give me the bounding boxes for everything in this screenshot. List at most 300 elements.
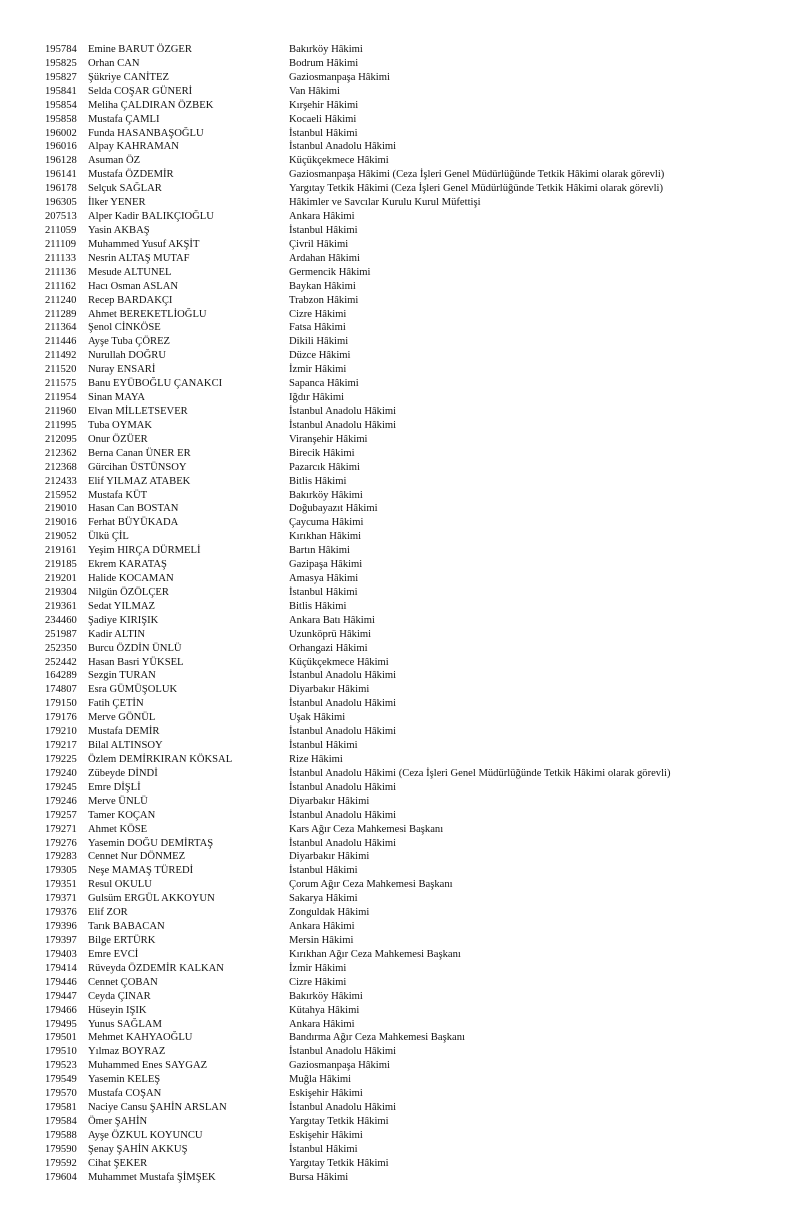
person-name: Ceyda ÇINAR bbox=[88, 990, 151, 1002]
person-name: Tamer KOÇAN bbox=[88, 809, 156, 821]
position-title: İstanbul Anadolu Hâkimi bbox=[289, 726, 397, 738]
sicil-number: 179245 bbox=[45, 781, 77, 793]
sicil-number: 179403 bbox=[45, 948, 77, 960]
list-row bbox=[0, 683, 798, 697]
position-title: Gaziosmanpaşa Hâkimi bbox=[289, 71, 390, 83]
person-name: Berna Canan ÜNER ER bbox=[88, 447, 191, 459]
position-title: Mersin Hâkimi bbox=[289, 935, 354, 946]
position-title: Bitlis Hâkimi bbox=[289, 475, 347, 487]
sicil-number: 219185 bbox=[45, 559, 77, 571]
person-name: Emre DİŞLİ bbox=[88, 781, 141, 793]
person-name: Mustafa KÜT bbox=[88, 489, 148, 501]
person-name: Elif YILMAZ ATABEK bbox=[88, 475, 191, 487]
position-title: Çaycuma Hâkimi bbox=[289, 517, 364, 529]
person-name: Kadir ALTIN bbox=[88, 628, 145, 640]
person-name: Alpay KAHRAMAN bbox=[88, 141, 179, 153]
list-row bbox=[0, 252, 798, 266]
list-row bbox=[0, 823, 798, 837]
person-name: Özlem DEMİRKIRAN KÖKSAL bbox=[88, 754, 233, 766]
list-row bbox=[0, 669, 798, 683]
position-title: İzmir Hâkimi bbox=[289, 364, 347, 376]
sicil-number: 219304 bbox=[45, 586, 77, 598]
sicil-number: 196141 bbox=[45, 169, 77, 181]
list-row bbox=[0, 948, 798, 962]
sicil-number: 215952 bbox=[45, 489, 77, 501]
sicil-number: 211162 bbox=[45, 280, 76, 292]
list-row bbox=[0, 140, 798, 154]
person-name: Banu EYÜBOĞLU ÇANAKCI bbox=[88, 378, 223, 390]
person-name: Şenay ŞAHİN AKKUŞ bbox=[88, 1143, 188, 1155]
person-name: Funda HASANBAŞOĞLU bbox=[88, 127, 204, 139]
list-row bbox=[0, 1018, 798, 1032]
sicil-number: 211133 bbox=[45, 252, 76, 264]
position-title: Fatsa Hâkimi bbox=[289, 322, 346, 334]
position-title: Bandırma Ağır Ceza Mahkemesi Başkanı bbox=[289, 1032, 465, 1044]
sicil-number: 211136 bbox=[45, 266, 76, 278]
sicil-number: 251987 bbox=[45, 628, 77, 640]
list-row bbox=[0, 1087, 798, 1101]
person-name: Sezgin TURAN bbox=[88, 670, 156, 682]
person-name: Ekrem KARATAŞ bbox=[88, 559, 167, 571]
position-title: Kocaeli Hâkimi bbox=[289, 113, 357, 125]
position-title: Yargıtay Tetkik Hâkimi bbox=[289, 1157, 389, 1169]
list-row bbox=[0, 196, 798, 210]
person-name: Yunus SAĞLAM bbox=[88, 1018, 162, 1030]
sicil-number: 196178 bbox=[45, 183, 77, 195]
person-name: Esra GÜMÜŞOLUK bbox=[88, 684, 178, 696]
list-row bbox=[0, 837, 798, 851]
position-title: İstanbul Anadolu Hâkimi bbox=[289, 405, 397, 417]
person-name: Naciye Cansu ŞAHİN ARSLAN bbox=[88, 1102, 227, 1114]
person-name: Merve ÜNLÜ bbox=[88, 795, 148, 807]
sicil-number: 207513 bbox=[45, 211, 77, 223]
person-name: Hüseyin IŞIK bbox=[88, 1004, 147, 1016]
person-name: Orhan CAN bbox=[88, 57, 140, 69]
sicil-number: 211289 bbox=[45, 308, 77, 320]
person-name: Muhammed Yusuf AKŞİT bbox=[88, 238, 200, 250]
position-title: İzmir Hâkimi bbox=[289, 962, 347, 974]
person-name: Ayşe ÖZKUL KOYUNCU bbox=[88, 1129, 203, 1141]
list-row bbox=[0, 57, 798, 71]
position-title: Ankara Hâkimi bbox=[289, 211, 355, 223]
list-row bbox=[0, 697, 798, 711]
list-row bbox=[0, 962, 798, 976]
sicil-number: 196016 bbox=[45, 141, 77, 153]
sicil-number: 212433 bbox=[45, 475, 77, 487]
list-row bbox=[0, 753, 798, 767]
list-row bbox=[0, 335, 798, 349]
list-row bbox=[0, 530, 798, 544]
list-row bbox=[0, 1059, 798, 1073]
position-title: Cizre Hâkimi bbox=[289, 976, 347, 988]
sicil-number: 211575 bbox=[45, 378, 77, 390]
list-row bbox=[0, 1129, 798, 1143]
personnel-list bbox=[0, 43, 798, 1185]
list-row bbox=[0, 1045, 798, 1059]
person-name: Tarık BABACAN bbox=[88, 921, 165, 933]
position-title: Bodrum Hâkimi bbox=[289, 57, 359, 69]
sicil-number: 179590 bbox=[45, 1143, 77, 1155]
list-row bbox=[0, 976, 798, 990]
sicil-number: 211059 bbox=[45, 224, 77, 236]
position-title: İstanbul Anadolu Hâkimi bbox=[289, 141, 397, 153]
position-title: İstanbul Anadolu Hâkimi bbox=[289, 698, 397, 710]
position-title: Kars Ağır Ceza Mahkemesi Başkanı bbox=[289, 823, 444, 835]
person-name: Burcu ÖZDİN ÜNLÜ bbox=[88, 642, 182, 654]
person-name: Elif ZOR bbox=[88, 907, 128, 919]
position-title: İstanbul Hâkimi bbox=[289, 586, 358, 598]
list-row bbox=[0, 906, 798, 920]
position-title: Diyarbakır Hâkimi bbox=[289, 684, 370, 696]
list-row bbox=[0, 516, 798, 530]
list-row bbox=[0, 1171, 798, 1185]
person-name: Cihat ŞEKER bbox=[88, 1157, 148, 1169]
person-name: Zübeyde DİNDİ bbox=[88, 767, 158, 779]
person-name: Yasemin KELEŞ bbox=[88, 1074, 161, 1086]
sicil-number: 195841 bbox=[45, 85, 77, 97]
position-title: Bartın Hâkimi bbox=[289, 545, 350, 557]
position-title: Yargıtay Tetkik Hâkimi bbox=[289, 1115, 389, 1127]
sicil-number: 219016 bbox=[45, 517, 77, 529]
sicil-number: 219052 bbox=[45, 531, 77, 543]
person-name: Mehmet KAHYAOĞLU bbox=[88, 1032, 193, 1044]
person-name: Ayşe Tuba ÇÖREZ bbox=[88, 336, 171, 348]
sicil-number: 179501 bbox=[45, 1032, 77, 1044]
list-row bbox=[0, 725, 798, 739]
position-title: Diyarbakır Hâkimi bbox=[289, 795, 370, 807]
sicil-number: 196128 bbox=[45, 155, 77, 167]
list-row bbox=[0, 377, 798, 391]
person-name: Fatih ÇETİN bbox=[88, 698, 144, 710]
sicil-number: 195784 bbox=[45, 44, 77, 55]
position-title: Pazarcık Hâkimi bbox=[289, 461, 360, 473]
list-row bbox=[0, 321, 798, 335]
sicil-number: 179305 bbox=[45, 865, 77, 877]
sicil-number: 195827 bbox=[45, 71, 77, 83]
sicil-number: 195858 bbox=[45, 113, 77, 125]
sicil-number: 212362 bbox=[45, 447, 77, 459]
position-title: İstanbul Anadolu Hâkimi bbox=[289, 1046, 397, 1058]
sicil-number: 179246 bbox=[45, 795, 77, 807]
person-name: Bilge ERTÜRK bbox=[88, 935, 156, 946]
list-row bbox=[0, 1115, 798, 1129]
sicil-number: 179447 bbox=[45, 990, 77, 1002]
person-name: Neşe MAMAŞ TÜREDİ bbox=[88, 865, 194, 877]
sicil-number: 234460 bbox=[45, 614, 77, 626]
list-row bbox=[0, 1101, 798, 1115]
sicil-number: 212095 bbox=[45, 433, 77, 445]
list-row bbox=[0, 1004, 798, 1018]
list-row bbox=[0, 711, 798, 725]
list-row bbox=[0, 600, 798, 614]
position-title: İstanbul Anadolu Hâkimi bbox=[289, 809, 397, 821]
list-row bbox=[0, 586, 798, 600]
position-title: Zonguldak Hâkimi bbox=[289, 907, 370, 919]
sicil-number: 211109 bbox=[45, 238, 76, 250]
person-name: Meliha ÇALDIRAN ÖZBEK bbox=[88, 99, 214, 111]
list-row bbox=[0, 990, 798, 1004]
person-name: Emine BARUT ÖZGER bbox=[88, 44, 192, 55]
list-row bbox=[0, 850, 798, 864]
position-title: Orhangazi Hâkimi bbox=[289, 642, 368, 654]
position-title: Gazipaşa Hâkimi bbox=[289, 559, 363, 571]
position-title: Cizre Hâkimi bbox=[289, 308, 347, 320]
person-name: Ahmet BEREKETLİOĞLU bbox=[88, 308, 207, 320]
list-row bbox=[0, 892, 798, 906]
position-title: İstanbul Anadolu Hâkimi bbox=[289, 781, 397, 793]
list-row bbox=[0, 85, 798, 99]
list-row bbox=[0, 113, 798, 127]
position-title: Gaziosmanpaşa Hâkimi bbox=[289, 1060, 390, 1072]
sicil-number: 179549 bbox=[45, 1074, 77, 1086]
person-name: Onur ÖZÜER bbox=[88, 433, 148, 445]
list-row bbox=[0, 238, 798, 252]
person-name: Bilal ALTINSOY bbox=[88, 740, 163, 752]
sicil-number: 219201 bbox=[45, 573, 77, 585]
position-title: Uzunköprü Hâkimi bbox=[289, 628, 372, 640]
person-name: Recep BARDAKÇI bbox=[88, 294, 173, 306]
position-title: Çivril Hâkimi bbox=[289, 238, 349, 250]
list-row bbox=[0, 419, 798, 433]
list-row bbox=[0, 558, 798, 572]
sicil-number: 179397 bbox=[45, 935, 77, 946]
position-title: Bakırköy Hâkimi bbox=[289, 990, 363, 1002]
position-title: Rize Hâkimi bbox=[289, 754, 343, 766]
person-name: Halide KOCAMAN bbox=[88, 573, 174, 585]
list-row bbox=[0, 1031, 798, 1045]
list-row bbox=[0, 405, 798, 419]
position-title: İstanbul Hâkimi bbox=[289, 224, 358, 236]
position-title: Doğubayazıt Hâkimi bbox=[289, 503, 378, 515]
sicil-number: 179271 bbox=[45, 823, 77, 835]
sicil-number: 219161 bbox=[45, 545, 77, 557]
position-title: Uşak Hâkimi bbox=[289, 712, 346, 724]
person-name: Ferhat BÜYÜKADA bbox=[88, 517, 179, 529]
person-name: Yılmaz BOYRAZ bbox=[88, 1046, 166, 1058]
list-row bbox=[0, 781, 798, 795]
position-title: Viranşehir Hâkimi bbox=[289, 433, 368, 445]
list-row bbox=[0, 864, 798, 878]
position-title: Hâkimler ve Savcılar Kurulu Kurul Müfettişi bbox=[289, 197, 481, 209]
position-title: İstanbul Hâkimi bbox=[289, 127, 358, 139]
sicil-number: 211364 bbox=[45, 322, 77, 334]
position-title: Bakırköy Hâkimi bbox=[289, 44, 363, 55]
sicil-number: 179217 bbox=[45, 740, 77, 752]
position-title: Gaziosmanpaşa Hâkimi (Ceza İşleri Genel Müdürlüğünde Tetkik Hâkimi olarak görevli) bbox=[289, 169, 665, 181]
person-name: Alper Kadir BALIKÇIOĞLU bbox=[88, 211, 214, 223]
sicil-number: 219361 bbox=[45, 600, 77, 612]
list-row bbox=[0, 280, 798, 294]
sicil-number: 211995 bbox=[45, 419, 77, 431]
sicil-number: 179210 bbox=[45, 726, 77, 738]
sicil-number: 179523 bbox=[45, 1060, 77, 1072]
list-row bbox=[0, 656, 798, 670]
sicil-number: 179510 bbox=[45, 1046, 77, 1058]
list-row bbox=[0, 154, 798, 168]
list-row bbox=[0, 642, 798, 656]
person-name: Cennet Nur DÖNMEZ bbox=[88, 851, 186, 863]
sicil-number: 179225 bbox=[45, 754, 77, 766]
position-title: İstanbul Anadolu Hâkimi (Ceza İşleri Genel Müdürlüğünde Tetkik Hâkimi olarak görevli) bbox=[289, 767, 671, 779]
sicil-number: 179588 bbox=[45, 1129, 77, 1141]
sicil-number: 179376 bbox=[45, 907, 77, 919]
list-row bbox=[0, 489, 798, 503]
list-row bbox=[0, 224, 798, 238]
position-title: Bursa Hâkimi bbox=[289, 1171, 349, 1183]
list-row bbox=[0, 363, 798, 377]
position-title: İstanbul Hâkimi bbox=[289, 740, 358, 752]
person-name: Şenol CİNKÖSE bbox=[88, 322, 161, 334]
person-name: Sinan MAYA bbox=[88, 392, 146, 404]
position-title: Düzce Hâkimi bbox=[289, 350, 351, 362]
person-name: Emre EVCİ bbox=[88, 948, 139, 960]
list-row bbox=[0, 71, 798, 85]
person-name: Asuman ÖZ bbox=[88, 155, 141, 167]
list-row bbox=[0, 294, 798, 308]
position-title: Bitlis Hâkimi bbox=[289, 600, 347, 612]
sicil-number: 195825 bbox=[45, 57, 77, 69]
list-row bbox=[0, 809, 798, 823]
list-row bbox=[0, 168, 798, 182]
sicil-number: 252442 bbox=[45, 656, 77, 668]
sicil-number: 211954 bbox=[45, 392, 77, 404]
list-row bbox=[0, 433, 798, 447]
person-name: Mustafa COŞAN bbox=[88, 1088, 162, 1100]
person-name: Resul OKULU bbox=[88, 879, 152, 891]
list-row bbox=[0, 767, 798, 781]
position-title: Eskişehir Hâkimi bbox=[289, 1129, 363, 1141]
sicil-number: 179283 bbox=[45, 851, 77, 863]
person-name: Gürcihan ÜSTÜNSOY bbox=[88, 461, 187, 473]
position-title: Baykan Hâkimi bbox=[289, 280, 356, 292]
position-title: İstanbul Anadolu Hâkimi bbox=[289, 837, 397, 849]
position-title: Çorum Ağır Ceza Mahkemesi Başkanı bbox=[289, 879, 453, 891]
position-title: İstanbul Hâkimi bbox=[289, 865, 358, 877]
person-name: Mustafa DEMİR bbox=[88, 726, 160, 738]
person-name: Yasemin DOĞU DEMİRTAŞ bbox=[88, 837, 214, 849]
person-name: Ülkü ÇİL bbox=[88, 531, 129, 543]
list-row bbox=[0, 308, 798, 322]
position-title: Ankara Hâkimi bbox=[289, 1018, 355, 1030]
list-row bbox=[0, 447, 798, 461]
list-row bbox=[0, 461, 798, 475]
list-row bbox=[0, 475, 798, 489]
sicil-number: 174807 bbox=[45, 684, 77, 696]
position-title: Bakırköy Hâkimi bbox=[289, 489, 363, 501]
sicil-number: 164289 bbox=[45, 670, 77, 682]
sicil-number: 179495 bbox=[45, 1018, 77, 1030]
person-name: İlker YENER bbox=[88, 197, 146, 209]
list-row bbox=[0, 391, 798, 405]
list-row bbox=[0, 934, 798, 948]
position-title: Küçükçekmece Hâkimi bbox=[289, 155, 389, 167]
person-name: Nuray ENSARİ bbox=[88, 364, 156, 376]
sicil-number: 195854 bbox=[45, 99, 77, 111]
sicil-number: 211492 bbox=[45, 350, 77, 362]
sicil-number: 252350 bbox=[45, 642, 77, 654]
sicil-number: 179257 bbox=[45, 809, 77, 821]
position-title: Kırşehir Hâkimi bbox=[289, 99, 359, 111]
sicil-number: 211520 bbox=[45, 364, 77, 376]
person-name: Tuba OYMAK bbox=[88, 419, 153, 431]
sicil-number: 179581 bbox=[45, 1102, 77, 1114]
person-name: Nilgün ÖZÖLÇER bbox=[88, 586, 169, 598]
sicil-number: 211446 bbox=[45, 336, 77, 348]
person-name: Sedat YILMAZ bbox=[88, 600, 155, 612]
list-row bbox=[0, 739, 798, 753]
sicil-number: 179396 bbox=[45, 921, 77, 933]
position-title: Germencik Hâkimi bbox=[289, 266, 371, 278]
position-title: Kırıkhan Ağır Ceza Mahkemesi Başkanı bbox=[289, 948, 461, 960]
person-name: Cennet ÇOBAN bbox=[88, 976, 158, 988]
person-name: Muhammed Enes SAYGAZ bbox=[88, 1060, 208, 1072]
position-title: Dikili Hâkimi bbox=[289, 336, 349, 348]
sicil-number: 179276 bbox=[45, 837, 77, 849]
sicil-number: 179176 bbox=[45, 712, 77, 724]
person-name: Hasan Can BOSTAN bbox=[88, 503, 179, 515]
person-name: Mesude ALTUNEL bbox=[88, 266, 172, 278]
person-name: Ömer ŞAHİN bbox=[88, 1115, 148, 1127]
list-row bbox=[0, 182, 798, 196]
person-name: Muhammet Mustafa ŞİMŞEK bbox=[88, 1171, 216, 1183]
person-name: Hasan Basri YÜKSEL bbox=[88, 656, 184, 668]
position-title: Kırıkhan Hâkimi bbox=[289, 531, 362, 543]
position-title: Kütahya Hâkimi bbox=[289, 1004, 360, 1016]
sicil-number: 211240 bbox=[45, 294, 77, 306]
position-title: Ankara Batı Hâkimi bbox=[289, 614, 375, 626]
sicil-number: 179584 bbox=[45, 1115, 77, 1127]
list-row bbox=[0, 878, 798, 892]
list-row bbox=[0, 43, 798, 57]
sicil-number: 179592 bbox=[45, 1157, 77, 1169]
list-row bbox=[0, 1073, 798, 1087]
sicil-number: 179446 bbox=[45, 976, 77, 988]
position-title: Ardahan Hâkimi bbox=[289, 252, 360, 264]
list-row bbox=[0, 614, 798, 628]
sicil-number: 196002 bbox=[45, 127, 77, 139]
list-row bbox=[0, 544, 798, 558]
sicil-number: 179466 bbox=[45, 1004, 77, 1016]
person-name: Mustafa ÇAMLI bbox=[88, 113, 160, 125]
position-title: Ankara Hâkimi bbox=[289, 921, 355, 933]
sicil-number: 179150 bbox=[45, 698, 77, 710]
list-row bbox=[0, 1143, 798, 1157]
sicil-number: 179351 bbox=[45, 879, 77, 891]
person-name: Şükriye CANİTEZ bbox=[88, 71, 169, 83]
person-name: Merve GÖNÜL bbox=[88, 712, 156, 724]
person-name: Ahmet KÖSE bbox=[88, 823, 148, 835]
sicil-number: 179570 bbox=[45, 1088, 77, 1100]
position-title: Amasya Hâkimi bbox=[289, 573, 359, 585]
sicil-number: 179604 bbox=[45, 1171, 77, 1183]
position-title: İstanbul Anadolu Hâkimi bbox=[289, 670, 397, 682]
person-name: Nurullah DOĞRU bbox=[88, 350, 166, 362]
list-row bbox=[0, 795, 798, 809]
sicil-number: 211960 bbox=[45, 405, 77, 417]
person-name: Yeşim HIRÇA DÜRMELİ bbox=[88, 545, 201, 557]
person-name: Yasin AKBAŞ bbox=[88, 224, 150, 236]
person-name: Mustafa ÖZDEMİR bbox=[88, 169, 174, 181]
position-title: Yargıtay Tetkik Hâkimi (Ceza İşleri Genel Müdürlüğünde Tetkik Hâkimi olarak görevli) bbox=[289, 183, 664, 195]
position-title: Diyarbakır Hâkimi bbox=[289, 851, 370, 863]
list-row bbox=[0, 502, 798, 516]
sicil-number: 196305 bbox=[45, 197, 77, 209]
position-title: İstanbul Anadolu Hâkimi bbox=[289, 419, 397, 431]
position-title: Birecik Hâkimi bbox=[289, 447, 355, 459]
list-row bbox=[0, 266, 798, 280]
position-title: Eskişehir Hâkimi bbox=[289, 1088, 363, 1100]
list-row bbox=[0, 127, 798, 141]
